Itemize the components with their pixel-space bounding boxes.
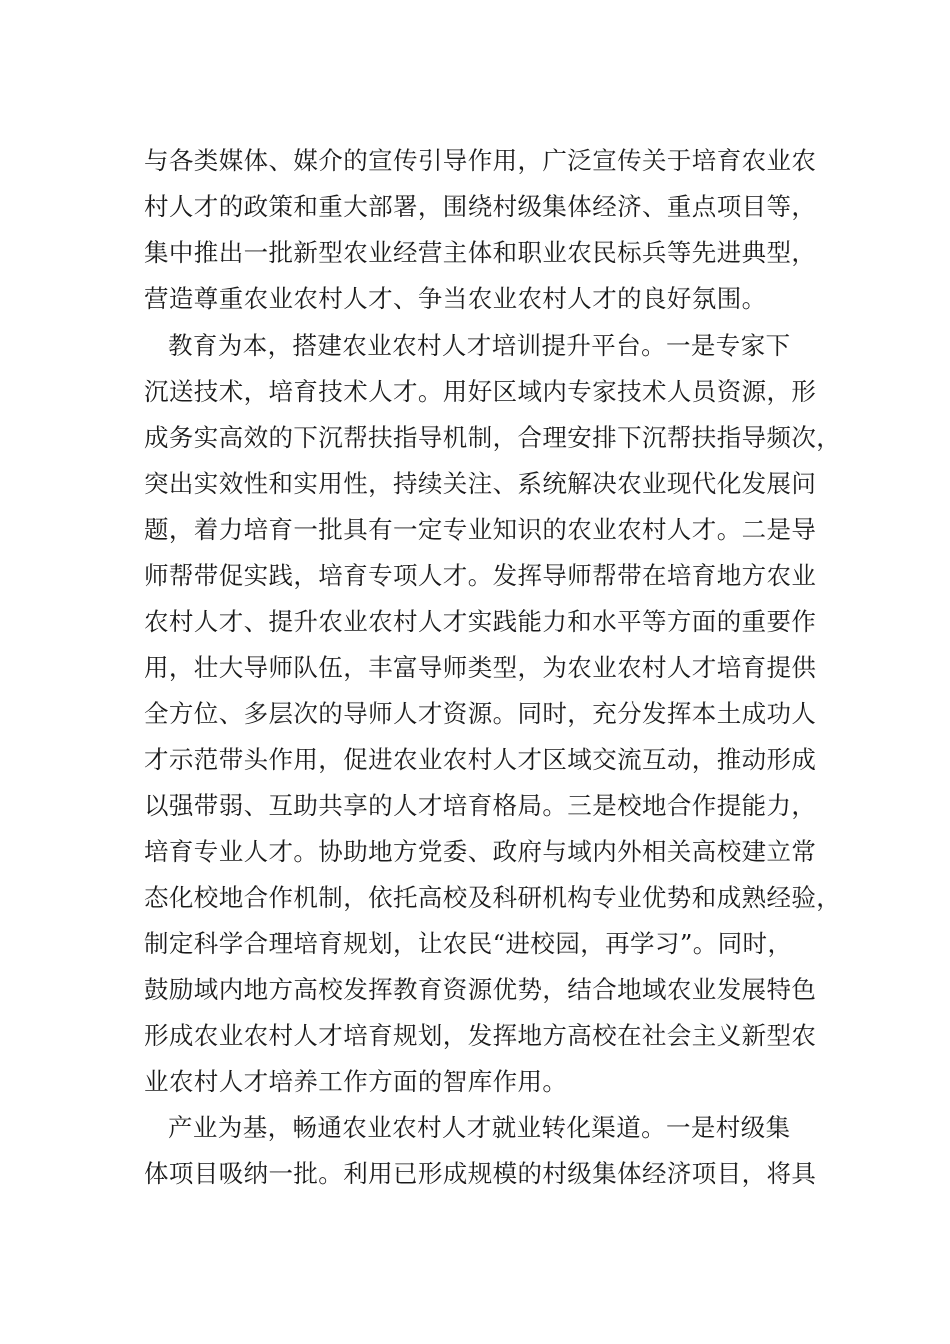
text-line: 题，着力培育一批具有一定专业知识的农业农村人才。二是导 <box>144 515 817 544</box>
text-line: 制定科学合理培育规划，让农民“进校园，再学习”。同时， <box>144 929 793 958</box>
text-line: 营造尊重农业农村人才、争当农业农村人才的良好氛围。 <box>144 284 767 313</box>
text-line: 村人才的政策和重大部署，围绕村级集体经济、重点项目等， <box>144 192 817 221</box>
text-line: 全方位、多层次的导师人才资源。同时，充分发挥本土成功人 <box>144 699 817 728</box>
text-line: 业农村人才培养工作方面的智库作用。 <box>144 1067 568 1096</box>
text-line: 才示范带头作用，促进农业农村人才区域交流互动，推动形成 <box>144 745 817 774</box>
text-line: 鼓励域内地方高校发挥教育资源优势，结合地域农业发展特色 <box>144 975 817 1004</box>
text-line: 师帮带促实践，培育专项人才。发挥导师帮带在培育地方农业 <box>144 561 817 590</box>
paragraph-first-line: 产业为基，畅通农业农村人才就业转化渠道。一是村级集 <box>168 1113 791 1142</box>
text-line: 集中推出一批新型农业经营主体和职业农民标兵等先进典型， <box>144 238 817 267</box>
text-line: 用，壮大导师队伍，丰富导师类型，为农业农村人才培育提供 <box>144 653 817 682</box>
text-line: 沉送技术，培育技术人才。用好区域内专家技术人员资源，形 <box>144 377 817 406</box>
text-line: 与各类媒体、媒介的宣传引导作用，广泛宣传关于培育农业农 <box>144 146 817 175</box>
text-line: 态化校地合作机制，依托高校及科研机构专业优势和成熟经验， <box>144 883 842 912</box>
text-line: 突出实效性和实用性，持续关注、系统解决农业现代化发展问 <box>144 469 817 498</box>
text-line: 培育专业人才。协助地方党委、政府与域内外相关高校建立常 <box>144 837 817 866</box>
paragraph-first-line: 教育为本，搭建农业农村人才培训提升平台。一是专家下 <box>168 331 791 360</box>
text-line: 农村人才、提升农业农村人才实践能力和水平等方面的重要作 <box>144 607 817 636</box>
text-line: 形成农业农村人才培育规划，发挥地方高校在社会主义新型农 <box>144 1021 817 1050</box>
text-line: 成务实高效的下沉帮扶指导机制，合理安排下沉帮扶指导频次， <box>144 423 842 452</box>
text-line: 体项目吸纳一批。利用已形成规模的村级集体经济项目，将具 <box>144 1159 817 1188</box>
text-line: 以强带弱、互助共享的人才培育格局。三是校地合作提能力， <box>144 791 817 820</box>
